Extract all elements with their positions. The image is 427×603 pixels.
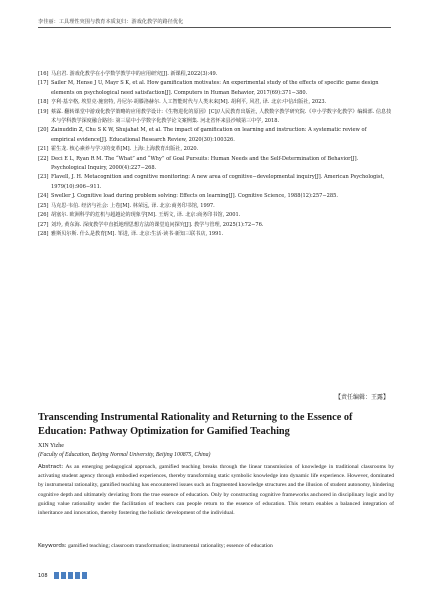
abstract: [38, 463, 394, 518]
reference-item: [38, 221, 392, 230]
abstract-label: Abstract:: [38, 464, 64, 470]
reference-number: [26]: [38, 212, 49, 219]
header-rule: [38, 27, 391, 28]
reference-item: [38, 126, 392, 145]
author-name: XIN Yizhe: [38, 443, 64, 449]
reference-item: [38, 98, 392, 107]
reference-item: [38, 108, 392, 127]
reference-item: [38, 211, 392, 220]
reference-item: [38, 192, 392, 201]
running-header: 李佳丽：工具理性突围与教育本质复归：游戏化教学的路径优化: [38, 19, 184, 25]
reference-text: Sweller J. Cognitive load during problem solving: Effects on learning[J]. Cognitive Science, 1988(12):257−285.: [51, 193, 339, 200]
reference-text: 刘玲, 黄东海. 深度教学中直抵地理思想方法的课堂追问探究[J]. 教学与管理, 2025(1):72−76.: [51, 221, 264, 228]
english-title: Transcending Instrumental Rationality and Returning to the Essence of Education: Pathway Optimization for Gamified Teaching: [38, 412, 353, 437]
footer-decoration: [54, 572, 88, 579]
reference-list: [38, 70, 392, 239]
reference-text: 胡塞尔. 欧洲科学的危机与超越论的现象学[M]. 王炳文, 译. 北京:商务印书馆, 2001.: [51, 212, 241, 219]
page-number: 108: [38, 573, 48, 579]
responsible-editor: 【责任编辑：王露】: [334, 394, 389, 401]
reference-text: 霍生龙. 核心素养与学习的变革[M]. 上海:上海教育出版社, 2020.: [51, 146, 199, 153]
reference-number: [23]: [38, 174, 49, 181]
reference-item: [38, 173, 392, 192]
reference-text: Zainuddin Z, Chu S K W, Shujahat M, et al. The impact of gamification on learning and instruction: A systematic review of empirical evidence[J]. Educational Research Review, 2020(30):100326.: [51, 127, 367, 143]
reference-item: [38, 230, 392, 239]
keywords-label: Keywords:: [38, 543, 67, 549]
reference-text: Sailer M, Hense J U, Mayr S K, et al. How gamification motivates: An experimental study of the effects of specific game design elements on psychological need satisfaction[J]. Computers in Human Behavior, 2017(69):371−380.: [51, 80, 379, 96]
reference-number: [16]: [38, 71, 49, 77]
reference-text: 马克思·韦伯. 经济与社会: 上卷[M]. 林荣远, 译. 北京:商务印书馆, 1997.: [51, 202, 215, 209]
reference-number: [25]: [38, 202, 49, 209]
reference-number: [21]: [38, 146, 49, 153]
reference-number: [17]: [38, 80, 49, 87]
reference-text: Deci E L, Ryan R M. The “What” and “Why” of Goal Pursuits: Human Needs and the Self-Determination of Behavior[J]. Psychological Inquiry, 2000(4):227−268.: [51, 155, 359, 172]
reference-number: [20]: [38, 127, 49, 134]
reference-item: [38, 155, 392, 174]
keywords-text: gamified teaching; classroom transformation; instrumental rationality; essence of education: [68, 543, 273, 549]
reference-item: [38, 70, 392, 79]
reference-item: [38, 202, 392, 211]
reference-number: [22]: [38, 155, 49, 162]
reference-number: [18]: [38, 99, 49, 106]
reference-text: 马启君. 游戏化教学在小学数学教学中的应用研究[J]. 新课程,2022(3):49.: [51, 71, 218, 77]
reference-item: [38, 79, 392, 98]
abstract-text: As an emerging pedagogical approach, gamified teaching breaks through the linear transmission of knowledge in traditional classrooms by activating student agency through embodied experiences, thereby transforming static symbolic knowledge into dynamic life experience. However, dominated by instrumental rationality, gamified teaching has encountered issues such as fragmented knowledge structures and the illusion of student autonomy, hindering cognitive depth and ultimately deviating from the true essence of education. Only by constructing cognitive frameworks anchored in disciplinary logic and by guiding value rationality under the facilitation of teachers can people return to the essence of education. This return enables a balanced integration of inheritance and innovation, thereby fostering the holistic development of the individual.: [38, 464, 395, 517]
reference-number: [19]: [38, 108, 49, 115]
reference-text: 蔡霖. 翻转课堂中游戏化教学策略的应用教学设计:《生物进化的原因》[C]//人民教育出版社, 人教数字教学研究院.《中小学数字化教学》编辑部. 信息技术与学科教学深度融合路径: 第三届中小学数字化教学论文案例集. 河北省怀来县沙城第三中学, 2018.: [51, 108, 392, 125]
reference-number: [24]: [38, 193, 49, 200]
reference-text: 雅斯贝尔斯. 什么是教育[M]. 邹进, 译. 北京:生活·读书·新知三联书店, 1991.: [51, 230, 224, 237]
reference-text: Flavell, J. H. Metacognition and cognitive monitoring: A new area of cognitive−developmental inquiry[J]. American Psychologist, 1979(10):906−911.: [51, 174, 385, 190]
reference-item: [38, 145, 392, 154]
keywords: [38, 543, 394, 549]
reference-number: [28]: [38, 230, 49, 237]
reference-number: [27]: [38, 221, 49, 228]
reference-text: 亨利·基辛格, 埃里克·施密特, 丹尼尔·胡滕洛赫尔. 人工智能时代与人类未来[M]. 胡利平, 风君, 译. 北京:中信出版社, 2023.: [51, 99, 327, 106]
author-affiliation: (Faculty of Education, Beijing Normal University, Beijing 100875, China): [38, 452, 211, 458]
